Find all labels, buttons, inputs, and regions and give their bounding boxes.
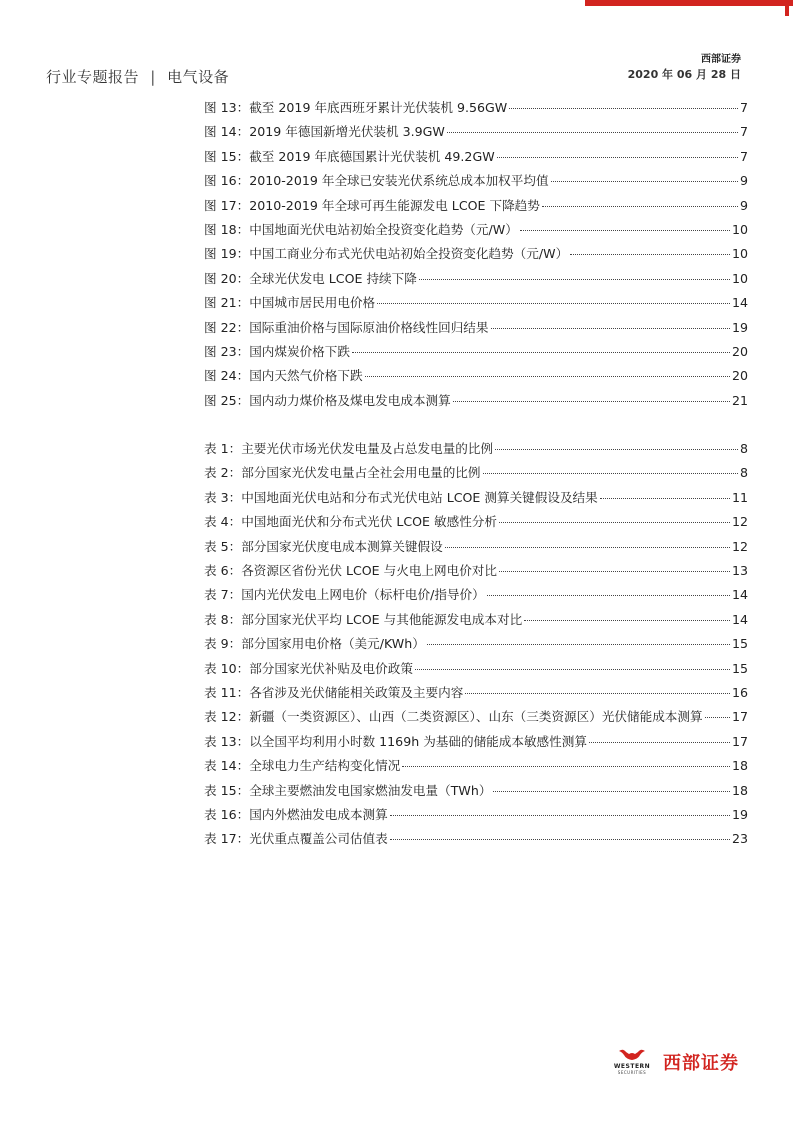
toc-entry-title: 图 16：2010-2019 年全球已安装光伏系统总成本加权平均值 — [204, 173, 549, 189]
dot-leader — [483, 472, 738, 474]
dot-leader — [352, 351, 730, 353]
toc-table-entry[interactable] — [204, 487, 748, 511]
logo-english-sub: SECURITIES — [617, 1070, 647, 1075]
toc-entry-title: 表 13：以全国平均利用小时数 1169h 为基础的储能成本敏感性测算 — [204, 733, 587, 749]
toc-entry-title: 表 16：国内外燃油发电成本测算 — [204, 806, 388, 822]
top-accent-tick — [785, 0, 789, 16]
toc-table-entry[interactable] — [204, 706, 748, 730]
dot-leader — [524, 619, 730, 621]
toc-page-number: 7 — [739, 148, 748, 164]
toc-page-number: 9 — [739, 197, 748, 213]
toc-page-number: 11 — [731, 489, 748, 505]
toc-figure-entry[interactable] — [204, 243, 748, 267]
toc-entry-title: 表 5：部分国家光伏度电成本测算关键假设 — [204, 538, 443, 554]
toc-table-entry[interactable] — [204, 731, 748, 755]
toc-table-entry[interactable] — [204, 828, 748, 852]
toc-page-number: 15 — [731, 636, 748, 652]
toc-entry-title: 图 15：截至 2019 年底德国累计光伏装机 49.2GW — [204, 148, 495, 164]
toc-entry-title: 表 14：全球电力生产结构变化情况 — [204, 758, 401, 774]
dot-leader — [491, 327, 730, 329]
toc-page-number: 13 — [731, 563, 748, 579]
toc-entry-title: 表 1：主要光伏市场光伏发电量及占总发电量的比例 — [204, 441, 494, 457]
toc-table-entry[interactable] — [204, 536, 748, 560]
report-header — [46, 66, 229, 87]
header-separator: | — [150, 68, 156, 86]
toc-entry-title: 图 25：国内动力煤价格及煤电发电成本测算 — [204, 392, 451, 408]
toc-table-entry[interactable] — [204, 462, 748, 486]
dot-leader — [589, 741, 730, 743]
toc-entry-title: 表 12：新疆（一类资源区）、山西（二类资源区）、山东（三类资源区）光伏储能成本测算 — [204, 709, 703, 725]
toc-table-entry[interactable] — [204, 609, 748, 633]
toc-table-entry[interactable] — [204, 511, 748, 535]
dot-leader — [453, 400, 730, 402]
toc-entry-title: 表 2：部分国家光伏发电量占全社会用电量的比例 — [204, 465, 481, 481]
toc-page-number: 8 — [739, 465, 748, 481]
report-type: 行业专题报告 — [46, 68, 140, 86]
dot-leader — [493, 790, 730, 792]
dot-leader — [447, 131, 738, 133]
toc-figure-entry[interactable] — [204, 292, 748, 316]
dot-leader — [487, 594, 730, 596]
toc-page-number: 10 — [731, 246, 748, 262]
toc-page-number: 17 — [731, 733, 748, 749]
toc-table-entry[interactable] — [204, 584, 748, 608]
top-accent-bar — [585, 0, 793, 6]
logo-mark — [607, 1048, 657, 1075]
dot-leader — [570, 253, 730, 255]
logo-english: WESTERN — [613, 1063, 651, 1070]
toc-table-entry[interactable] — [204, 682, 748, 706]
dot-leader — [419, 278, 730, 280]
toc-entry-title: 表 10：部分国家光伏补贴及电价政策 — [204, 660, 413, 676]
dot-leader — [509, 107, 738, 109]
toc-table-entry[interactable] — [204, 633, 748, 657]
toc-page-number: 18 — [731, 782, 748, 798]
toc-table-entry[interactable] — [204, 658, 748, 682]
toc-page-number: 12 — [731, 514, 748, 530]
toc-page-number: 7 — [739, 100, 748, 115]
toc-page-number: 10 — [731, 221, 748, 237]
dot-leader — [495, 448, 738, 450]
toc-table-entry[interactable] — [204, 560, 748, 584]
dot-leader — [499, 521, 730, 523]
toc-page-number: 12 — [731, 538, 748, 554]
dot-leader — [390, 814, 730, 816]
toc-page-number: 14 — [731, 587, 748, 603]
toc-entry-title: 表 6：各资源区省份光伏 LCOE 与火电上网电价对比 — [204, 563, 497, 579]
sector-name: 电气设备 — [167, 68, 230, 86]
toc-entry-title: 表 3：中国地面光伏电站和分布式光伏电站 LCOE 测算关键假设及结果 — [204, 489, 598, 505]
dot-leader — [365, 375, 730, 377]
dot-leader — [377, 302, 730, 304]
dot-leader — [497, 156, 738, 158]
toc-figure-entry[interactable] — [204, 97, 748, 121]
toc-page-number: 8 — [739, 441, 748, 457]
dot-leader — [520, 229, 730, 231]
report-date: 2020 年 06 月 28 日 — [627, 68, 741, 81]
toc-entry-title: 图 21：中国城市居民用电价格 — [204, 295, 376, 311]
dot-leader — [600, 497, 730, 499]
toc-figure-entry[interactable] — [204, 268, 748, 292]
table-list — [204, 438, 748, 853]
toc-figure-entry[interactable] — [204, 170, 748, 194]
toc-page-number: 21 — [731, 392, 748, 408]
toc-page-number: 20 — [731, 343, 748, 359]
toc-entry-title: 表 4：中国地面光伏和分布式光伏 LCOE 敏感性分析 — [204, 514, 497, 530]
dot-leader — [415, 668, 730, 670]
toc-page-number: 19 — [731, 806, 748, 822]
toc-entry-title: 表 17：光伏重点覆盖公司估值表 — [204, 831, 388, 847]
dot-leader — [390, 838, 730, 840]
dot-leader — [499, 570, 730, 572]
toc-page-number: 19 — [731, 319, 748, 335]
table-of-contents — [204, 97, 748, 853]
toc-figure-entry[interactable] — [204, 365, 748, 389]
toc-page-number: 14 — [731, 295, 748, 311]
toc-entry-title: 图 20：全球光伏发电 LCOE 持续下降 — [204, 270, 417, 286]
toc-entry-title: 图 24：国内天然气价格下跌 — [204, 368, 363, 384]
toc-entry-title: 图 23：国内煤炭价格下跌 — [204, 343, 350, 359]
toc-figure-entry[interactable] — [204, 219, 748, 243]
toc-page-number: 9 — [739, 173, 748, 189]
toc-entry-title: 表 11：各省涉及光伏储能相关政策及主要内容 — [204, 684, 464, 700]
toc-entry-title: 表 7：国内光伏发电上网电价（标杆电价/指导价） — [204, 587, 485, 603]
toc-entry-title: 图 19：中国工商业分布式光伏电站初始全投资变化趋势（元/W） — [204, 246, 569, 262]
logo-chinese: 西部证券 — [663, 1052, 739, 1074]
dot-leader — [445, 546, 730, 548]
dot-leader — [705, 716, 730, 718]
bull-icon — [617, 1048, 647, 1062]
toc-entry-title: 表 15：全球主要燃油发电国家燃油发电量（TWh） — [204, 782, 492, 798]
toc-table-entry[interactable] — [204, 438, 748, 462]
dot-leader — [465, 692, 730, 694]
toc-page-number: 17 — [731, 709, 748, 725]
toc-page-number: 7 — [739, 124, 748, 140]
dot-leader — [542, 205, 738, 207]
toc-figure-entry[interactable] — [204, 195, 748, 219]
toc-entry-title: 表 9：部分国家用电价格（美元/KWh） — [204, 636, 425, 652]
footer-logo — [607, 1048, 739, 1075]
dot-leader — [402, 765, 730, 767]
toc-page-number: 23 — [731, 831, 748, 847]
toc-figure-entry[interactable] — [204, 146, 748, 170]
toc-page-number: 18 — [731, 758, 748, 774]
toc-page-number: 15 — [731, 660, 748, 676]
figure-list — [204, 97, 748, 414]
toc-entry-title: 图 14：2019 年德国新增光伏装机 3.9GW — [204, 124, 445, 140]
toc-page-number: 14 — [731, 611, 748, 627]
toc-figure-entry[interactable] — [204, 390, 748, 414]
toc-entry-title: 图 17：2010-2019 年全球可再生能源发电 LCOE 下降趋势 — [204, 197, 540, 213]
toc-page-number: 16 — [731, 684, 748, 700]
toc-page-number: 10 — [731, 270, 748, 286]
toc-entry-title: 图 13：截至 2019 年底西班牙累计光伏装机 9.56GW — [204, 100, 508, 115]
toc-table-entry[interactable] — [204, 780, 748, 804]
toc-table-entry[interactable] — [204, 755, 748, 779]
toc-figure-entry[interactable] — [204, 341, 748, 365]
toc-entry-title: 表 8：部分国家光伏平均 LCOE 与其他能源发电成本对比 — [204, 611, 523, 627]
dot-leader — [551, 180, 738, 182]
toc-figure-entry[interactable] — [204, 121, 748, 145]
toc-page-number: 20 — [731, 368, 748, 384]
dot-leader — [427, 643, 730, 645]
toc-entry-title: 图 18：中国地面光伏电站初始全投资变化趋势（元/W） — [204, 221, 518, 237]
toc-table-entry[interactable] — [204, 804, 748, 828]
header-brand: 西部证券 — [701, 54, 741, 65]
toc-figure-entry[interactable] — [204, 317, 748, 341]
toc-entry-title: 图 22：国际重油价格与国际原油价格线性回归结果 — [204, 319, 489, 335]
section-gap — [204, 414, 748, 438]
